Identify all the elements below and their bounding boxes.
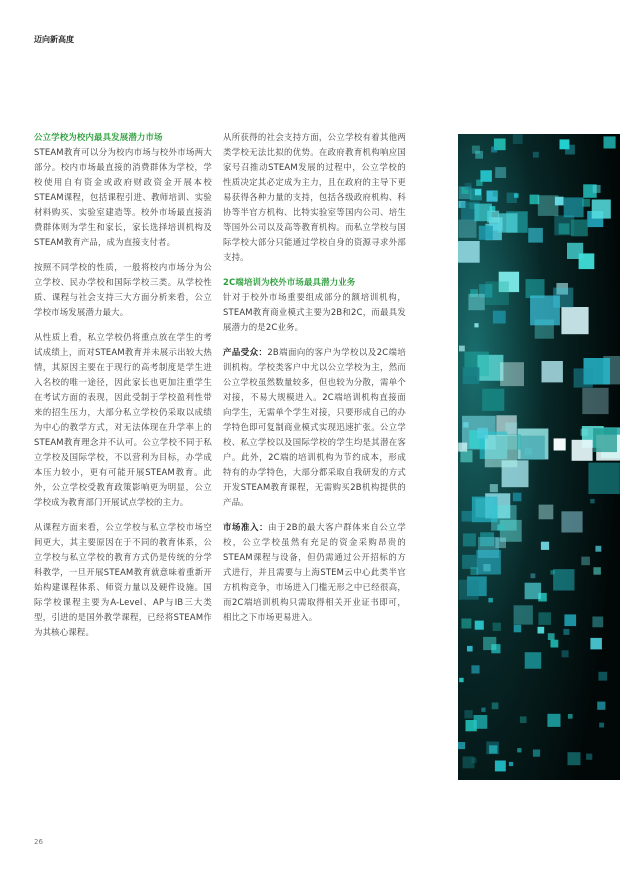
glow-square — [582, 388, 608, 414]
glow-square — [538, 627, 545, 634]
glow-square — [586, 754, 592, 760]
glow-square — [493, 311, 506, 324]
glow-square — [582, 199, 590, 207]
glow-square — [488, 598, 493, 603]
glow-square — [472, 497, 498, 523]
glow-square — [471, 665, 479, 673]
glow-square — [588, 463, 619, 494]
glow-square — [541, 542, 549, 550]
glow-square — [593, 567, 601, 575]
glow-square — [590, 499, 595, 504]
glow-square — [495, 167, 506, 178]
glow-square — [599, 723, 604, 728]
glow-square — [465, 183, 472, 190]
paragraph: 从课程方面来看，公立学校与私立学校市场空间更大，其主要原因在于不同的教育体系，公立学校与私立学校的教育方式仍是传统的分学科教学，一旦开展STEAM教育就意味着重新开始构建课程体系、师资力量以及硬件设施。国际学校课程主要为A-Level、AP与IB三大类型，引进的是国外教学课程，已经将STEAM作为其核心课程。 — [34, 522, 212, 637]
glow-square — [514, 605, 533, 624]
glow-square — [514, 193, 519, 198]
glow-square — [531, 573, 536, 578]
glow-square — [561, 511, 582, 532]
paragraph-market-access — [223, 520, 406, 625]
paragraph-text: 由于2B的最大客户群体来自公立学校，公立学校虽然有充足的资金采购昂贵的STEAM课程与设备，但仍需通过公开招标的方式进行，并且需要与上海STEM云中心此类半官方机构竞争，市场进入门槛无形之中已经很高，而2C端培训机构只需取得相关开业证书即可，相比之下市场更易进入。 — [223, 522, 406, 622]
glow-square — [598, 672, 607, 681]
glow-square — [571, 220, 588, 237]
middle-column — [223, 130, 406, 635]
glow-square — [559, 223, 570, 234]
glow-square — [493, 623, 501, 631]
glow-square — [495, 761, 506, 772]
glow-square — [458, 241, 480, 263]
glow-square — [564, 197, 584, 217]
glow-square — [579, 253, 595, 269]
glow-square — [521, 436, 545, 460]
glow-square — [493, 191, 498, 196]
glow-square — [604, 136, 616, 148]
paragraph-text: 2B端面向的客户为学校以及2C端培训机构。学校类客户中尤以公立学校为主，然而公立学校虽然数量较多，但也较为分散，需单个对接，不易大规模进入。2C端培训机构直接面向学生，无需单个学生对接，只要形成自己的办学特色即可复制商业模式实现迅速扩张。公立学校、私立学校以及国际学校的学生均是其潜在客户。此外，2C端的培训机构为节约成本，形成特有的办学特色，大部分都采取自我研发的方式开发STEAM教育课程，无需购买2B机构提供的产品。 — [223, 347, 407, 507]
glow-square — [526, 279, 545, 298]
label-product-audience: 产品受众： — [223, 347, 268, 357]
glow-square — [592, 617, 603, 628]
glow-square — [539, 505, 554, 520]
glow-square — [462, 555, 476, 569]
glow-square — [572, 440, 593, 461]
glow-square — [533, 152, 539, 158]
glow-square — [597, 702, 605, 710]
glow-square — [490, 484, 498, 492]
label-market-access: 市场准入： — [223, 522, 269, 532]
glow-square — [565, 145, 575, 155]
glow-square — [574, 368, 593, 387]
glow-square — [530, 195, 540, 205]
paragraph: 针对于校外市场重要组成部分的额培训机构，STEAM教育商业模式主要为2B和2C，而最具发展潜力的是2C业务。 — [223, 292, 406, 332]
glow-square — [463, 367, 480, 384]
glow-square — [476, 180, 482, 186]
paragraph-product-audience — [223, 345, 406, 510]
glow-square — [458, 443, 467, 452]
glow-square — [481, 708, 485, 712]
glow-square — [461, 619, 471, 629]
glow-square — [463, 533, 476, 546]
glow-square — [581, 557, 590, 566]
glow-square — [555, 197, 564, 206]
glow-square — [551, 640, 559, 648]
glow-square — [479, 226, 493, 240]
glow-square — [595, 546, 601, 552]
glow-square — [474, 715, 488, 729]
glow-square — [593, 185, 601, 193]
glow-square — [464, 710, 472, 718]
glow-square — [590, 638, 602, 650]
glow-square — [548, 633, 555, 640]
glow-square — [533, 750, 540, 757]
glow-square — [474, 204, 492, 222]
glow-square — [554, 438, 566, 450]
glow-square — [509, 762, 513, 766]
section-heading-2c-training: 2C端培训为校外市场最具潜力业务 — [223, 277, 356, 287]
glow-square — [525, 652, 542, 669]
paragraph: 从所获得的社会支持方面，公立学校有着其他两类学校无法比拟的优势。在政府教育机构响应国家号召推动STEAM发展的过程中，公立学校的性质决定其必定成为主力，且在政府的主导下更易获得各种力量的支持，包括各级政府机构、科协等半官方机构、比特实验室等国内公司、培生等国外公司以及高等教育机构。而私立学校与国际学校大部分只能通过学校自身的资源寻求外部支持。 — [223, 132, 406, 262]
paragraph: 从性质上看，私立学校仍将重点放在学生的考试成绩上，而对STEAM教育并未展示出较大热情，其原因主要在于现行的高考制度是学生进入名校的唯一途径，因此家长也更加注重学生在考试方面的表现，因此受制于学校盈利性带来的招生压力，大部分私立学校仍采取以成绩为中心的教学方式，对无法体现在升学率上的STEAM教育理念并不认可。公立学校不同于私立学校及国际学校，不以营利为目标，办学成本压力较小，更有可能开展STEAM教育。此外，公立学校受教育政策影响更为明显，公立学校成为教育部门开展试点学校的主力。 — [34, 332, 212, 507]
glow-square — [476, 550, 501, 575]
glow-square — [492, 703, 499, 710]
glow-square — [530, 296, 560, 326]
glowing-cyan-squares-image — [458, 134, 620, 780]
glow-square — [513, 134, 523, 144]
glow-square — [500, 362, 524, 386]
glow-square — [460, 450, 472, 462]
glow-square — [553, 569, 574, 590]
glow-square — [462, 511, 473, 522]
glow-square — [471, 758, 476, 763]
page-number: 26 — [34, 838, 43, 846]
abstract-pixel-art — [458, 134, 620, 780]
glow-square — [568, 752, 581, 765]
glow-square — [491, 147, 497, 153]
glow-square — [458, 742, 465, 749]
glow-square — [468, 294, 484, 310]
glow-square — [592, 200, 611, 219]
glow-square — [561, 307, 588, 334]
glow-square — [458, 220, 476, 238]
glow-square — [525, 583, 542, 600]
running-header: 迈向新高度 — [34, 35, 74, 44]
glow-square — [474, 323, 478, 327]
glow-square — [459, 580, 479, 600]
glow-square — [517, 748, 521, 752]
glow-square — [459, 678, 463, 682]
glow-square — [547, 714, 560, 727]
glow-square — [593, 428, 617, 452]
glow-square — [486, 742, 499, 755]
glow-square — [520, 716, 527, 723]
glow-square — [528, 228, 543, 243]
paragraph: STEAM教育可以分为校内市场与校外市场两大部分。校内市场最直接的消费群体为学校，学校使用自有资金或政府财政资金开展本校STEAM课程，包括课程引进、教师培训、实验材料购买、实验室建造等。校外市场最直接消费群体则为学生和家长，家长选择培训机构及STEAM教育产品，成为直接支付者。 — [34, 147, 212, 247]
glow-square — [542, 361, 563, 382]
paragraph: 按照不同学校的性质，一般将校内市场分为公立学校、民办学校和国际学校三类。从学校性质、课程与社会支持三大方面分析来看，公立学校市场发展潜力最大。 — [34, 262, 212, 317]
glow-square — [538, 612, 551, 625]
section-heading-public-school: 公立学校为校内最具发展潜力市场 — [34, 132, 163, 142]
glow-square — [467, 646, 473, 652]
glow-square — [485, 435, 517, 467]
glow-square — [562, 650, 569, 657]
left-column — [34, 130, 212, 650]
glow-square — [514, 625, 522, 633]
glow-square — [477, 428, 488, 439]
glow-square — [475, 189, 481, 195]
glow-square — [475, 151, 483, 159]
glow-square — [563, 629, 569, 635]
glow-square — [482, 389, 504, 411]
glow-square — [568, 714, 573, 719]
glow-square — [475, 621, 484, 630]
glow-square — [483, 637, 496, 650]
glow-square — [513, 493, 522, 502]
glow-square — [564, 614, 576, 626]
glow-square — [581, 429, 588, 436]
glow-square — [459, 346, 465, 352]
